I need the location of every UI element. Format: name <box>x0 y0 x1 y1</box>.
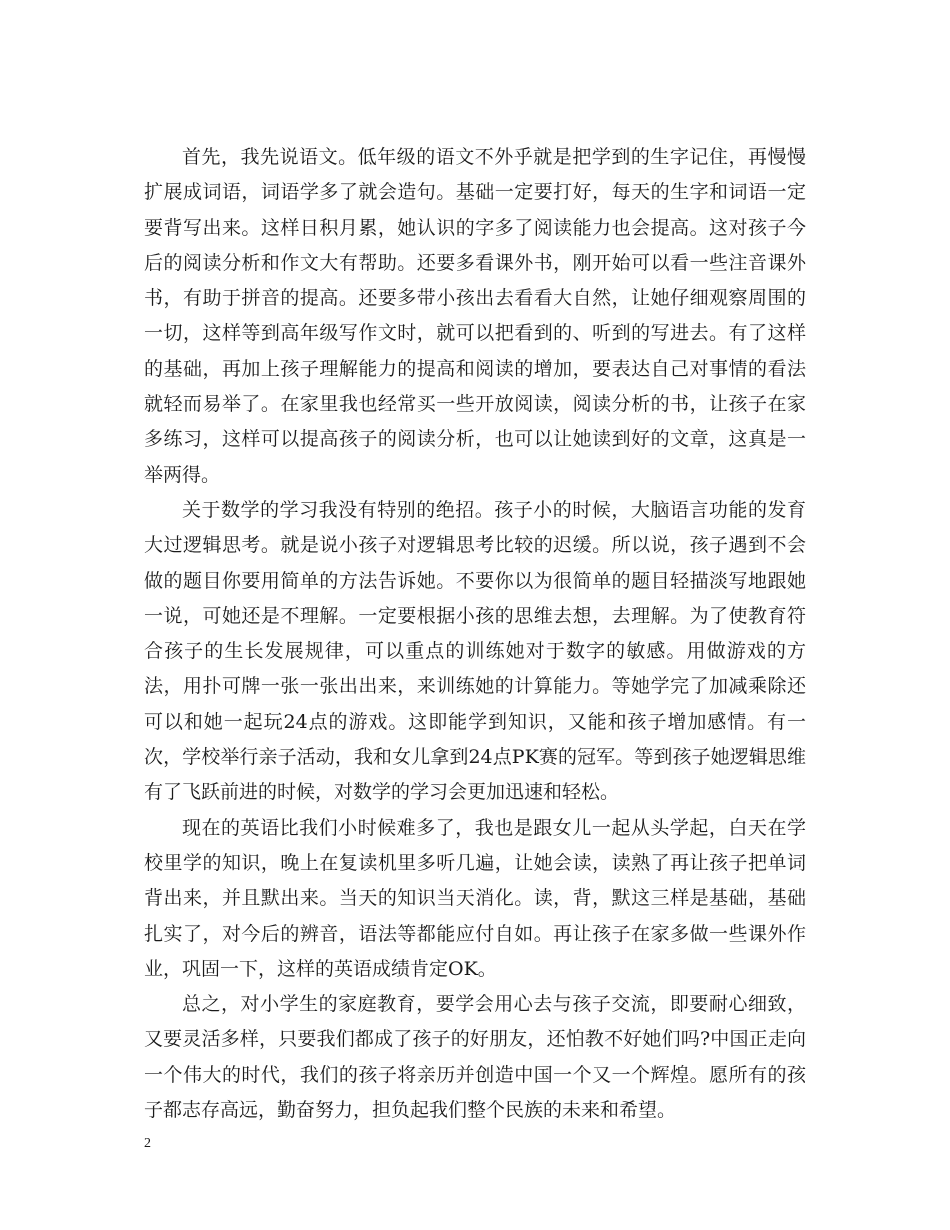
page-number: 2 <box>144 1136 151 1151</box>
paragraph-math-study: 关于数学的学习我没有特别的绝招。孩子小的时候，大脑语言功能的发育大过逻辑思考。就是说小孩子对逻辑思考比较的迟缓。所以说，孩子遇到不会做的题目你要用简单的方法告诉她。不要你以为很简单的题目轻描淡写地跟她一说，可她还是不理解。一定要根据小孩的思维去想，去理解。为了使教育符合孩子的生长发展规律，可以重点的训练她对于数字的敏感。用做游戏的方法，用扑可牌一张一张出出来，来训练她的计算能力。等她学完了加减乘除还可以和她一起玩24点的游戏。这即能学到知识，又能和孩子增加感情。有一次，学校举行亲子活动，我和女儿拿到24点PK赛的冠军。等到孩子她逻辑思维有了飞跃前进的时候，对数学的学习会更加迅速和轻松。 <box>144 498 806 804</box>
paragraph-conclusion: 总之，对小学生的家庭教育，要学会用心去与孩子交流，即要耐心细致，又要灵活多样，只要我们都成了孩子的好朋友，还怕教不好她们吗?中国正走向一个伟大的时代，我们的孩子将亲历并创造中国一个又一个辉煌。愿所有的孩子都志存高远，勤奋努力，担负起我们整个民族的未来和希望。 <box>144 993 806 1122</box>
paragraph-english-study: 现在的英语比我们小时候难多了，我也是跟女儿一起从头学起，白天在学校里学的知识，晚上在复读机里多听几遍，让她会读，读熟了再让孩子把单词背出来，并且默出来。当天的知识当天消化。读，背，默这三样是基础，基础扎实了，对今后的辨音，语法等都能应付自如。再让孩子在家多做一些课外作业，巩固一下，这样的英语成绩肯定OK。 <box>144 816 806 980</box>
paragraph-chinese-study: 首先，我先说语文。低年级的语文不外乎就是把学到的生字记住，再慢慢扩展成词语，词语学多了就会造句。基础一定要打好，每天的生字和词语一定要背写出来。这样日积月累，她认识的字多了阅读能力也会提高。这对孩子今后的阅读分析和作文大有帮助。还要多看课外书，刚开始可以看一些注音课外书，有助于拼音的提高。还要多带小孩出去看看大自然，让她仔细观察周围的一切，这样等到高年级写作文时，就可以把看到的、听到的写进去。有了这样的基础，再加上孩子理解能力的提高和阅读的增加，要表达自己对事情的看法就轻而易举了。在家里我也经常买一些开放阅读，阅读分析的书，让孩子在家多练习，这样可以提高孩子的阅读分析，也可以让她读到好的文章，这真是一举两得。 <box>144 146 806 486</box>
document-body <box>144 140 806 1128</box>
